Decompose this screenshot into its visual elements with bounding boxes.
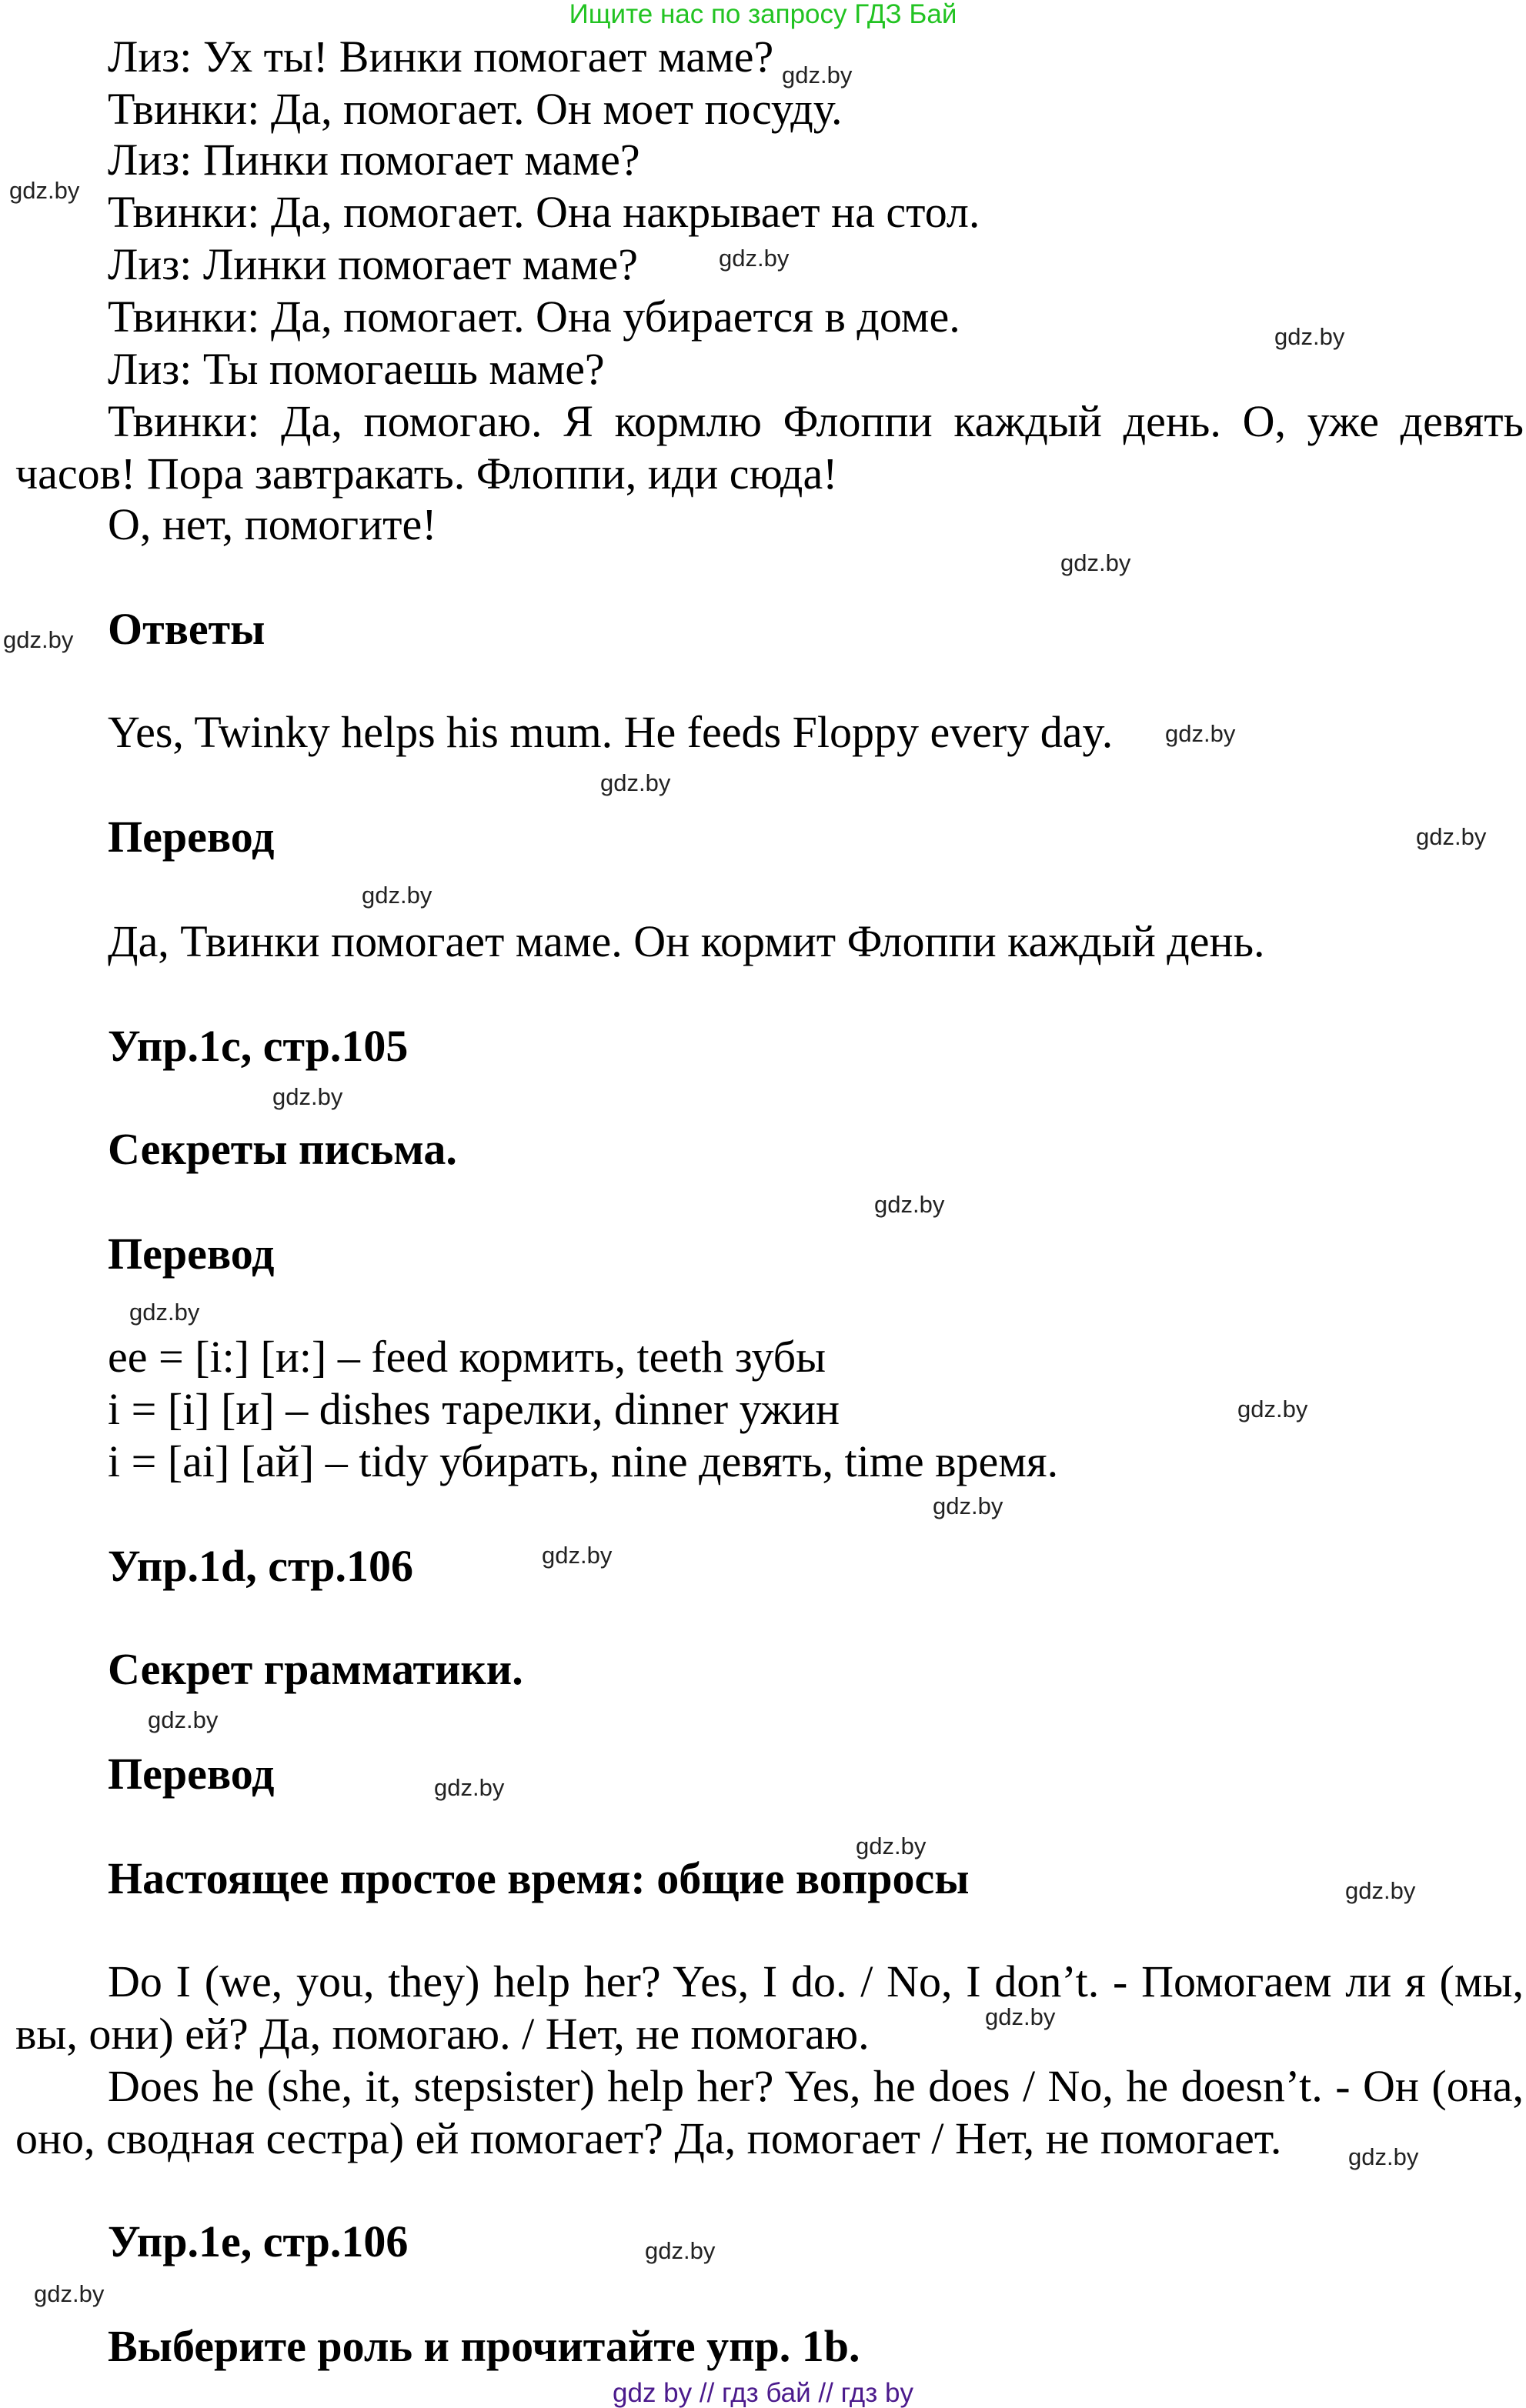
exercise-1c-subheading: Секреты письма.: [108, 1124, 457, 1174]
dialogue-line: Твинки: Да, помогает. Он моет посуду.: [108, 84, 843, 134]
watermark: gdz.by: [272, 1083, 343, 1110]
watermark: gdz.by: [985, 2003, 1056, 2030]
watermark: gdz.by: [874, 1191, 945, 1218]
watermark: gdz.by: [1345, 1877, 1416, 1904]
watermark: gdz.by: [1165, 720, 1236, 747]
phonetics-line: i = [i] [и] – dishes тарелки, dinner ужин: [108, 1384, 840, 1434]
watermark: gdz.by: [362, 882, 432, 909]
dialogue-line: О, нет, помогите!: [108, 499, 437, 549]
dialogue-line: Твинки: Да, помогает. Она убирается в доме.: [108, 292, 960, 342]
watermark: gdz.by: [719, 245, 790, 272]
translation-text: Да, Твинки помогает маме. Он кормит Флоппи каждый день.: [108, 916, 1265, 966]
grammar-line: Do I (we, you, they) help her? Yes, I do. / No, I don’t. - Помогаем ли я (мы,: [108, 1956, 1524, 2006]
watermark: gdz.by: [3, 626, 74, 653]
dialogue-line: Лиз: Ух ты! Винки помогает маме?: [108, 32, 774, 82]
watermark: gdz.by: [1416, 823, 1487, 850]
watermark: gdz.by: [434, 1774, 505, 1801]
dialogue-line: Твинки: Да, помогаю. Я кормлю Флоппи каждый день. О, уже девять: [108, 396, 1524, 446]
watermark: gdz.by: [1274, 323, 1345, 350]
grammar-line: оно, сводная сестра) ей помогает? Да, помогает / Нет, не помогает.: [15, 2113, 1282, 2163]
watermark: gdz.by: [148, 1706, 219, 1733]
answer-text: Yes, Twinky helps his mum. He feeds Floppy every day.: [108, 707, 1114, 757]
grammar-rule-heading: Настоящее простое время: общие вопросы: [108, 1853, 970, 1903]
grammar-line: вы, они) ей? Да, помогаю. / Нет, не помогаю.: [15, 2009, 870, 2059]
footer-links[interactable]: gdz by // гдз бай // гдз by: [613, 2378, 913, 2408]
translation-heading: Перевод: [108, 1749, 275, 1799]
watermark: gdz.by: [933, 1492, 1003, 1519]
dialogue-line: Лиз: Ты помогаешь маме?: [108, 344, 605, 394]
translation-heading: Перевод: [108, 1229, 275, 1279]
watermark: gdz.by: [600, 769, 671, 796]
exercise-1d-heading: Упр.1d, стр.106: [108, 1541, 413, 1591]
dialogue-line: Лиз: Линки помогает маме?: [108, 239, 639, 289]
exercise-1e-task: Выберите роль и прочитайте упр. 1b.: [108, 2321, 860, 2371]
watermark: gdz.by: [1237, 1396, 1308, 1422]
watermark: gdz.by: [1348, 2143, 1419, 2170]
watermark: gdz.by: [782, 62, 853, 88]
watermark: gdz.by: [856, 1833, 927, 1859]
dialogue-line: Твинки: Да, помогает. Она накрывает на стол.: [108, 187, 980, 237]
dialogue-line: часов! Пора завтракать. Флоппи, иди сюда!: [15, 449, 838, 499]
answers-heading: Ответы: [108, 604, 265, 654]
watermark: gdz.by: [542, 1542, 613, 1569]
exercise-1c-heading: Упр.1с, стр.105: [108, 1021, 409, 1071]
exercise-1e-heading: Упр.1е, стр.106: [108, 2216, 409, 2266]
watermark: gdz.by: [9, 177, 80, 204]
watermark: gdz.by: [129, 1299, 200, 1326]
grammar-line: Does he (she, it, stepsister) help her? Yes, he does / No, he doesn’t. - Он (она,: [108, 2061, 1524, 2111]
dialogue-line: Лиз: Пинки помогает маме?: [108, 135, 640, 185]
watermark: gdz.by: [34, 2280, 105, 2307]
phonetics-line: i = [ai] [ай] – tidy убирать, nine девять, time время.: [108, 1436, 1059, 1486]
header-banner[interactable]: Ищите нас по запросу ГДЗ Бай: [569, 0, 957, 29]
exercise-1d-subheading: Секрет грамматики.: [108, 1644, 523, 1694]
phonetics-line: ee = [i:] [и:] – feed кормить, teeth зубы: [108, 1332, 826, 1382]
watermark: gdz.by: [1060, 549, 1131, 576]
translation-heading: Перевод: [108, 812, 275, 862]
watermark: gdz.by: [645, 2237, 716, 2264]
